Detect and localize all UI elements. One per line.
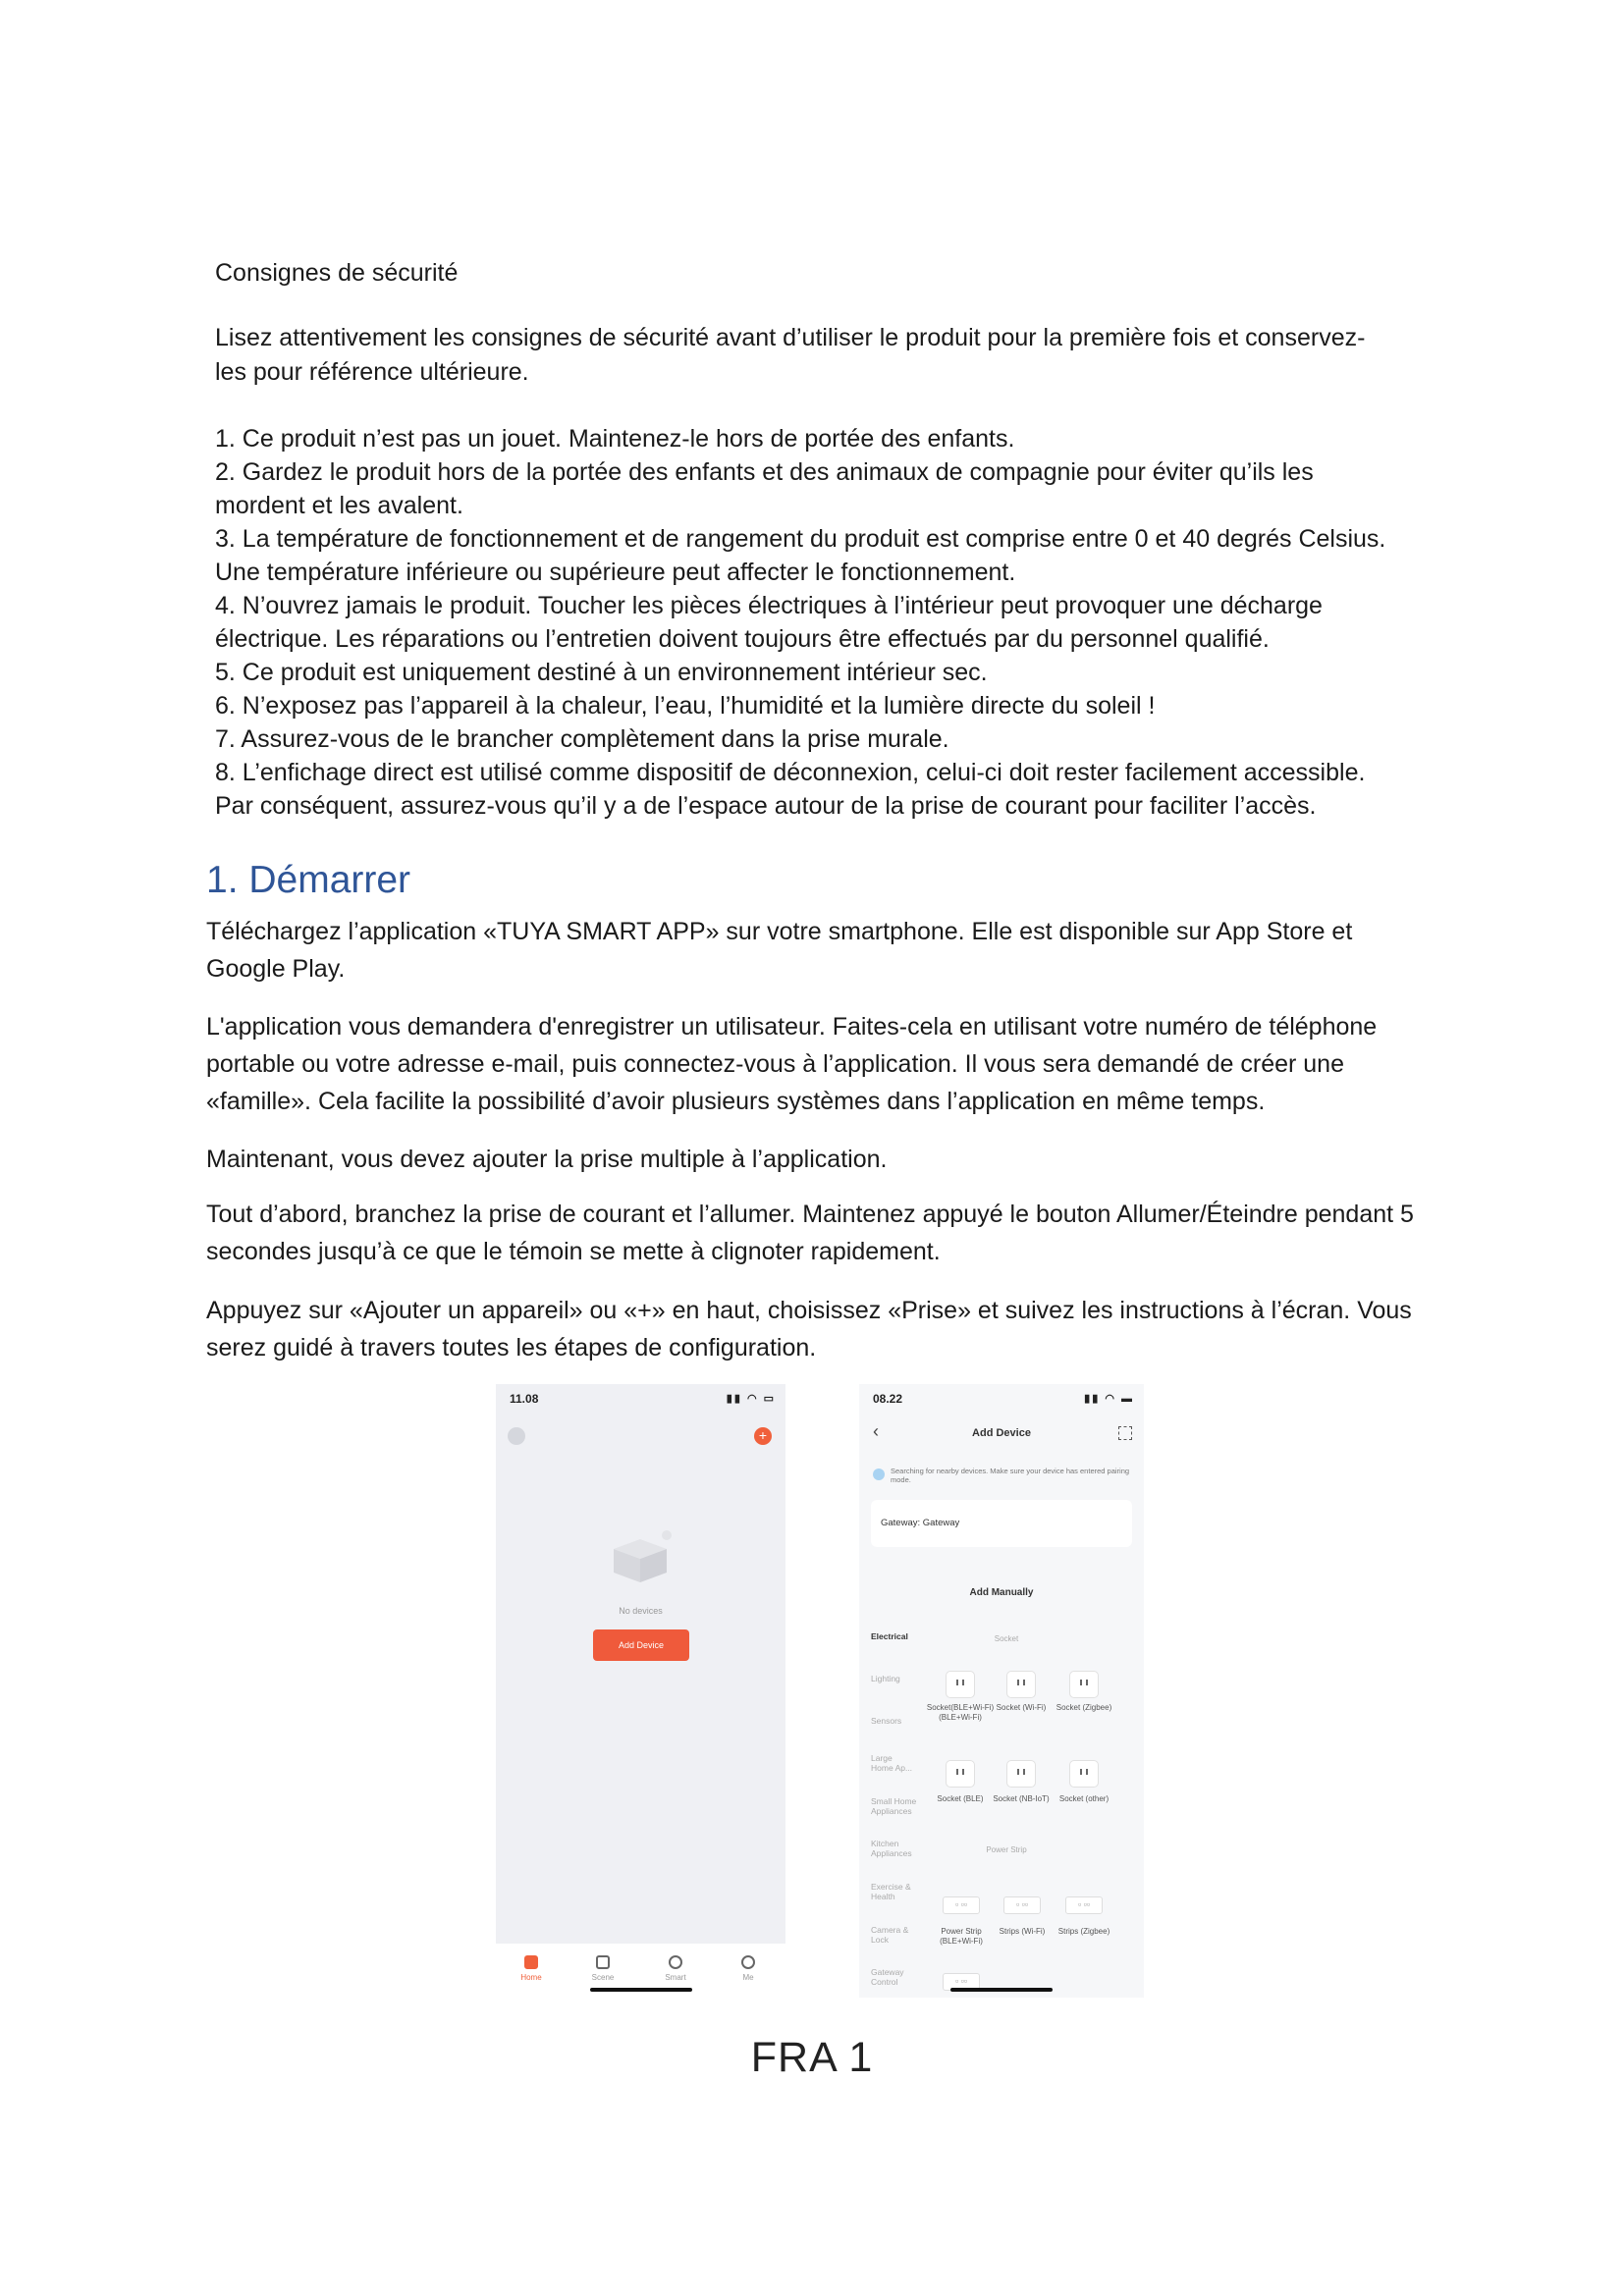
add-manually-title: Add Manually (969, 1587, 1034, 1598)
strip-label: Power Strip (BLE+Wi-Fi) (940, 1927, 983, 1946)
signal-wifi-battery-icon: ▮▮ ◠ ▭ (726, 1393, 776, 1405)
add-icon[interactable]: + (754, 1427, 772, 1445)
phone-screenshot-add-device (859, 1384, 1144, 1998)
paragraph-add-device: Appuyez sur «Ajouter un appareil» ou «+» en haut, choisissez «Prise» et suivez les instructions à l’écran. Vous serez guidé à travers toutes les étapes de configuration. (206, 1297, 1412, 1362)
page-title: Add Device (972, 1427, 1031, 1439)
socket-icon[interactable] (946, 1760, 975, 1788)
power-strip-icon[interactable]: ▫ ▫▫ (1065, 1896, 1103, 1914)
list-item: 2. Gardez le produit hors de la portée des enfants et des animaux de compagnie pour éviter qu’ils les mordent et les avalent. (215, 458, 1314, 519)
home-icon (524, 1955, 538, 1969)
add-device-button[interactable]: Add Device (593, 1629, 689, 1661)
strip-label: Strips (Zigbee) (1057, 1927, 1110, 1936)
category-camera[interactable]: Camera & Lock (871, 1925, 909, 1945)
back-icon[interactable]: ‹ (873, 1421, 879, 1441)
tab-label: Smart (665, 1973, 686, 1982)
socket-label: Socket (NB-IoT) (993, 1794, 1050, 1803)
tab-smart[interactable] (651, 1955, 700, 1982)
family-icon[interactable] (508, 1427, 525, 1445)
socket-label: Socket(BLE+Wi-Fi) (BLE+Wi-Fi) (926, 1703, 995, 1722)
category-lighting[interactable]: Lighting (871, 1674, 900, 1683)
list-item: 3. La température de fonctionnement et de rangement du produit est comprise entre 0 et 40 degrés Celsius. Une température inférieure ou supérieure peut affecter le fonctionnement. (215, 525, 1386, 586)
strip-label: Strips (Wi-Fi) (999, 1927, 1046, 1936)
status-bar (510, 1392, 776, 1410)
tab-me[interactable] (724, 1955, 773, 1982)
tab-label: Home (520, 1973, 542, 1982)
socket-header: Socket (994, 1634, 1019, 1643)
smart-icon (669, 1955, 682, 1969)
socket-icon[interactable] (1006, 1671, 1036, 1698)
socket-icon[interactable] (1069, 1671, 1099, 1698)
section-heading: 1. Démarrer (206, 859, 411, 901)
empty-box-icon (606, 1529, 675, 1584)
safety-list (215, 422, 1408, 823)
home-indicator (590, 1988, 692, 1992)
list-item: 7. Assurez-vous de le brancher complètement dans la prise murale. (215, 725, 949, 753)
power-strip-icon[interactable]: ▫ ▫▫ (1003, 1896, 1041, 1914)
scene-icon (596, 1955, 610, 1969)
socket-icon[interactable] (1069, 1760, 1099, 1788)
safety-title: Consignes de sécurité (215, 259, 459, 287)
scan-icon[interactable] (1118, 1426, 1132, 1440)
category-exercise[interactable]: Exercise & Health (871, 1882, 911, 1901)
profile-icon (741, 1955, 755, 1969)
tab-label: Me (742, 1973, 754, 1982)
category-electrical[interactable]: Electrical (871, 1631, 908, 1641)
list-item: 6. N’exposez pas l’appareil à la chaleur, l’eau, l’humidité et la lumière directe du soleil ! (215, 692, 1156, 720)
socket-label: Socket (other) (1058, 1794, 1110, 1803)
power-strip-icon[interactable]: ▫ ▫▫ (943, 1896, 980, 1914)
no-devices-label: No devices (619, 1606, 663, 1616)
power-strip-header: Power Strip (986, 1845, 1027, 1854)
paragraph-add-strip: Maintenant, vous devez ajouter la prise multiple à l’application. (206, 1146, 888, 1173)
search-status-icon (873, 1468, 885, 1480)
socket-icon[interactable] (1006, 1760, 1036, 1788)
socket-label: Socket (Wi-Fi) (996, 1703, 1047, 1712)
tab-label: Scene (591, 1973, 615, 1982)
status-time: 08.22 (873, 1392, 903, 1406)
gateway-label: Gateway: Gateway (881, 1518, 960, 1528)
phone-screenshot-home (496, 1384, 785, 1998)
socket-icon[interactable] (946, 1671, 975, 1698)
page-footer: FRA 1 (750, 2034, 874, 2081)
list-item: 4. N’ouvrez jamais le produit. Toucher les pièces électriques à l’intérieur peut provoquer une décharge électrique. Les réparations ou l’entretien doivent toujours être effectués par du personnel qualifié. (215, 592, 1323, 653)
home-indicator (950, 1988, 1053, 1992)
power-strip-icon[interactable]: ▫ ▫▫ (943, 1973, 980, 1991)
list-item: 5. Ce produit est uniquement destiné à un environnement intérieur sec. (215, 659, 988, 686)
status-bar (873, 1392, 1134, 1410)
socket-label: Socket (Zigbee) (1056, 1703, 1112, 1712)
category-small-home[interactable]: Small Home Appliances (871, 1796, 917, 1816)
category-large-home[interactable]: Large Home Ap... (871, 1753, 913, 1773)
tab-home[interactable] (507, 1955, 556, 1982)
safety-intro: Lisez attentivement les consignes de sécurité avant d’utiliser le produit pour la première fois et conservez-les pour référence ultérieure. (215, 324, 1366, 386)
paragraph-power-on: Tout d’abord, branchez la prise de courant et l’allumer. Maintenez appuyé le bouton Allumer/Éteindre pendant 5 secondes jusqu’à ce que le témoin se mette à clignoter rapidement. (206, 1201, 1414, 1265)
category-gateway[interactable]: Gateway Control (871, 1967, 904, 1987)
tab-bar (496, 1944, 785, 1998)
list-item: 1. Ce produit n’est pas un jouet. Maintenez-le hors de portée des enfants. (215, 425, 1015, 453)
paragraph-download: Téléchargez l’application «TUYA SMART APP» sur votre smartphone. Elle est disponible sur App Store et Google Play. (206, 918, 1353, 983)
tab-scene[interactable] (578, 1955, 627, 1982)
gateway-card[interactable] (871, 1500, 1132, 1547)
status-time: 11.08 (510, 1392, 539, 1406)
category-kitchen[interactable]: Kitchen Appliances (871, 1839, 912, 1858)
list-item: 8. L’enfichage direct est utilisé comme dispositif de déconnexion, celui-ci doit rester facilement accessible. Par conséquent, assurez-vous qu’il y a de l’espace autour de la prise de courant pour faciliter l’accès. (215, 759, 1366, 820)
socket-label: Socket (BLE) (937, 1794, 984, 1803)
search-hint: Searching for nearby devices. Make sure your device has entered pairing mode. (891, 1467, 1130, 1484)
paragraph-register: L'application vous demandera d'enregistrer un utilisateur. Faites-cela en utilisant votre numéro de téléphone portable ou votre adresse e-mail, puis connectez-vous à l’application. Il vous sera demandé de créer une «famille». Cela facilite la possibilité d’avoir plusieurs systèmes dans l’application en même temps. (206, 1013, 1378, 1115)
category-sensors[interactable]: Sensors (871, 1716, 902, 1726)
signal-wifi-battery-icon: ▮▮ ◠ ▬ (1084, 1393, 1134, 1405)
